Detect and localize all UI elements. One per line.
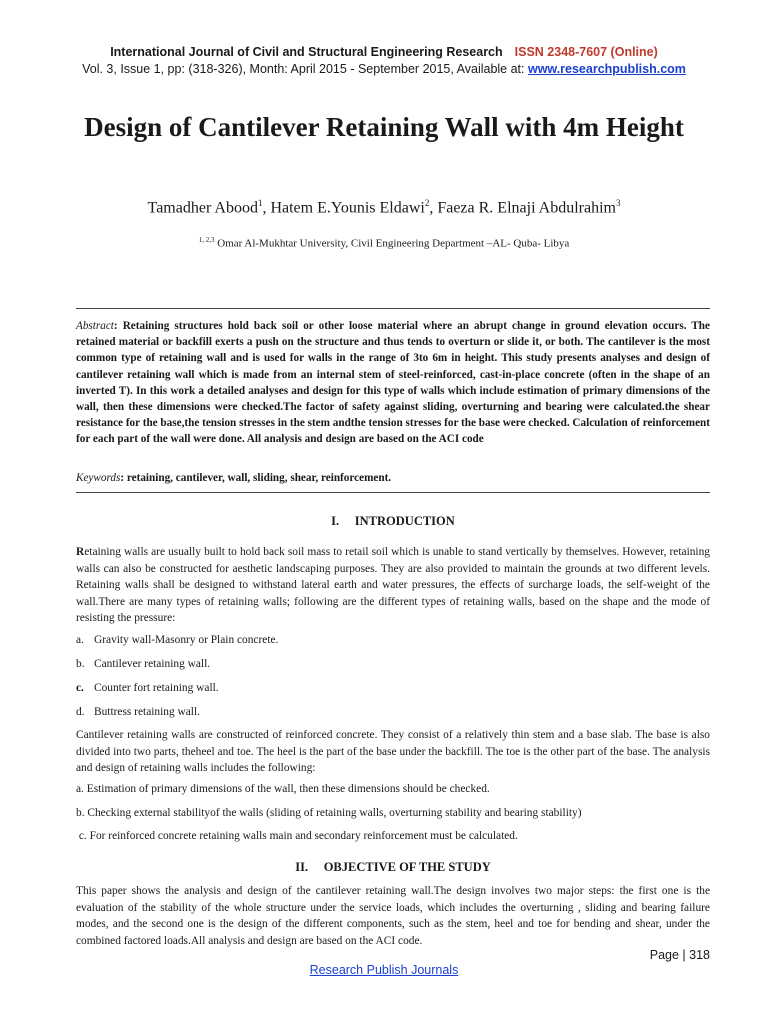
affiliation-sup: 1, 2,3	[198, 236, 215, 244]
journal-header	[0, 44, 768, 78]
abstract-top-rule	[76, 308, 710, 309]
journal-title-line	[0, 44, 768, 61]
introduction-paragraph-2: Cantilever retaining walls are constructed of reinforced concrete. They consist of a relatively thin stem and a base slab. The base is also divided into two parts, theheel and toe. The heel is the part of the base under the backfill. The toe is the other part of the base. The analysis and design of retaining walls includes the following:	[76, 729, 710, 774]
design-step-item: a. Estimation of primary dimensions of the wall, then these dimensions should be checked.	[76, 783, 490, 795]
objective-heading: II. OBJECTIVE OF THE STUDY	[295, 860, 491, 874]
author-list	[40, 198, 728, 217]
list-marker: c.	[76, 682, 84, 694]
design-step-item: b. Checking external stabilityof the walls (sliding of retaining walls, overturning stability and bearing stability)	[76, 807, 582, 819]
issn: ISSN 2348-7607 (Online)	[514, 45, 658, 59]
footer	[0, 963, 768, 977]
list-marker: a.	[76, 634, 84, 646]
wall-type-item	[76, 656, 710, 672]
wall-type-item	[76, 680, 710, 696]
introduction-paragraph-1	[76, 544, 710, 627]
introduction-heading: I. INTRODUCTION	[331, 514, 455, 528]
wall-type-item	[76, 632, 710, 648]
page-number: Page | 318	[649, 948, 710, 962]
publisher-link[interactable]: Research Publish Journals	[309, 963, 459, 977]
abstract-text: : Retaining structures hold back soil or other loose material where an abrupt change in ground elevation occurs. The retained material or backfill exerts a push on the structure and thus tends to overturn or slide it, or both. The cantilever is the most common type of retaining wall and is used for walls in the range of 3to 6m in height. This study presents analyses and design of cantilever retaining wall which is made from an internal stem of steel-reinforced, cast-in-place concrete (often in the shape of an inverted T). In this work a detailed analyses and design for this type of walls which include estimation of primary dimensions of the wall, then these dimensions were checked.The factor of safety against sliding, overturning and bearing were calculated.the shear resistance for the base,the tension stresses in the stem andthe tension stresses for the base were checked. Calculation of reinforcement for each part of the wall were done. All analysis and design are based on the ACI code	[76, 320, 710, 446]
list-item-text: Gravity wall-Masonry or Plain concrete.	[94, 634, 279, 646]
objective-paragraph: This paper shows the analysis and design of the cantilever retaining wall.The design involves two major steps: the first one is the evaluation of the stability of the whole structure under the service loads, which includes the overturning , sliding and bearing failure modes, and the second one is the design of the different components, such as the stem, heel and toe for bending and shear, under the combined factored loads.All analysis and design are based on the ACI code.	[76, 885, 710, 947]
intro-paragraph-text: etaining walls are usually built to hold back soil mass to retail soil which is unable to stand vertically by themselves. However, retaining walls can also be constructed for aesthetic landscaping purposes. They are also provided to maintain the grounds at two different levels. Retaining walls shall be designed to withstand lateral earth and water pressures, the effects of surcharge loads, the self-weight of the wall.There are many types of retaining walls; following are the different types of retaining walls, based on the shape and the mode of resisting the pressure:	[76, 546, 710, 624]
wall-type-item	[76, 704, 710, 720]
author-2-sup: 2	[424, 198, 430, 208]
author-1: Tamadher Abood	[147, 199, 258, 217]
author-3-sup: 3	[615, 198, 621, 208]
journal-website-link[interactable]: www.researchpublish.com	[527, 62, 686, 76]
journal-volume-line	[0, 61, 768, 78]
author-separator: ,	[262, 199, 271, 217]
list-item-text: Cantilever retaining wall.	[94, 658, 211, 670]
list-item-text: Counter fort retaining wall.	[94, 682, 219, 694]
keywords-text: : retaining, cantilever, wall, sliding, shear, reinforcement.	[120, 472, 392, 484]
abstract	[76, 318, 710, 448]
list-marker: b.	[76, 658, 85, 670]
keywords	[76, 471, 710, 486]
paper-title: Design of Cantilever Retaining Wall with 4m Height	[84, 112, 684, 142]
list-marker: d.	[76, 706, 85, 718]
author-2: Hatem E.Younis Eldawi	[270, 199, 425, 217]
abstract-label: Abstract	[76, 320, 114, 332]
author-separator: ,	[429, 199, 438, 217]
journal-name: International Journal of Civil and Structural Engineering Research	[110, 45, 503, 59]
affiliation	[40, 236, 728, 250]
author-3: Faeza R. Elnaji Abdulrahim	[437, 199, 616, 217]
list-item-text: Buttress retaining wall.	[94, 706, 200, 718]
affiliation-text: Omar Al-Mukhtar University, Civil Engineering Department –AL- Quba- Libya	[214, 237, 570, 250]
keywords-label: Keywords	[76, 472, 121, 484]
abstract-bottom-rule	[76, 492, 710, 493]
design-step-item: c. For reinforced concrete retaining walls main and secondary reinforcement must be calculated.	[76, 830, 518, 842]
author-1-sup: 1	[257, 198, 263, 208]
intro-first-letter: R	[76, 546, 85, 558]
volume-info: Vol. 3, Issue 1, pp: (318-326), Month: April 2015 - September 2015, Available at:	[82, 62, 528, 76]
